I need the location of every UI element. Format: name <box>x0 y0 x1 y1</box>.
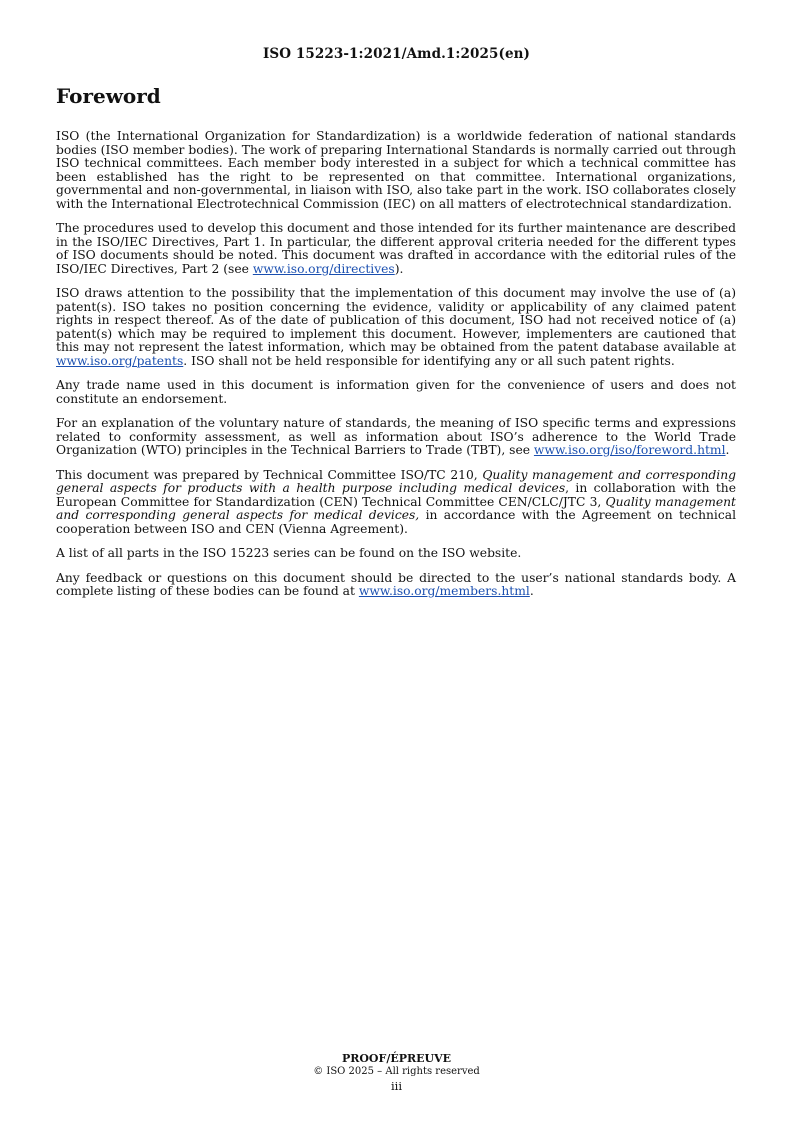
patents-link[interactable]: www.iso.org/patents <box>56 353 184 368</box>
committee-title-cen: Quality management and corresponding general aspects for medical devices, <box>56 494 736 522</box>
paragraph-text: Any feedback or questions on this document should be directed to the user’s national standards body. A complete listing of these bodies can be found at <box>56 570 736 598</box>
paragraph-voluntary-nature <box>56 417 736 458</box>
paragraph-text: ). <box>394 261 404 276</box>
page-footer <box>0 1052 793 1094</box>
paragraph-text: For an explanation of the voluntary nature of standards, the meaning of ISO specific terms and expressions related to conformity assessment, as well as information about ISO’s adherence to the World Trade Organization (WTO) principles in the Technical Barriers to Trade (TBT), see <box>56 416 736 457</box>
paragraph-text: . <box>529 584 534 598</box>
directives-link[interactable]: www.iso.org/directives <box>252 261 395 276</box>
paragraph-text: This document was prepared by Technical Committee ISO/TC 210, <box>56 467 483 482</box>
committee-title-iso: Quality management and corresponding general aspects for products with a health purpose including medical devices <box>56 467 736 495</box>
paragraph-text: . ISO shall not be held responsible for identifying any or all such patent rights. <box>183 353 675 368</box>
paragraph-iso-federation: ISO (the International Organization for Standardization) is a worldwide federation of national standards bodies (ISO member bodies). The work of preparing International Standards is normally carried out through ISO technical committees. Each member body interested in a subject for which a technical committee has been established has the right to be represented on that committee. International organizations, governmental and non-governmental, in liaison with ISO, also take part in the work. ISO collaborates closely with the International Electrotechnical Commission (IEC) on all matters of electrotechnical standardization. <box>56 129 736 211</box>
paragraph-text: . <box>725 443 730 457</box>
paragraph-prepared-by <box>56 469 736 537</box>
paragraph-patents <box>56 287 736 368</box>
foreword-link[interactable]: www.iso.org/iso/foreword.html <box>533 443 726 457</box>
paragraph-text: in accordance with the Agreement on technical cooperation between ISO and CEN (Vienna Agreement). <box>56 508 736 536</box>
proof-label: PROOF/ÉPREUVE <box>341 1052 452 1065</box>
copyright-notice: © ISO 2025 – All rights reserved <box>313 1066 480 1077</box>
foreword-body <box>56 130 736 610</box>
paragraph-text: , in collaboration with the European Committee for Standardization (CEN) Technical Committee CEN/CLC/JTC 3, <box>56 481 736 509</box>
paragraph-series-parts: A list of all parts in the ISO 15223 series can be found on the ISO website. <box>56 546 522 560</box>
paragraph-text: The procedures used to develop this document and those intended for its further maintenance are described in the ISO/IEC Directives, Part 1. In particular, the different approval criteria needed for the different types of ISO documents should be noted. This document was drafted in accordance with the editorial rules of the ISO/IEC Directives, Part 2 (see <box>56 221 736 276</box>
paragraph-feedback <box>56 572 736 599</box>
members-link[interactable]: www.iso.org/members.html <box>358 584 530 598</box>
document-identifier: ISO 15223-1:2021/Amd.1:2025(en) <box>262 46 531 62</box>
paragraph-trade-name: Any trade name used in this document is information given for the convenience of users and does not constitute an endorsement. <box>56 378 736 406</box>
paragraph-procedures <box>56 222 736 276</box>
page-title: Foreword <box>56 84 161 108</box>
page-number: iii <box>390 1079 403 1093</box>
paragraph-text: ISO draws attention to the possibility that the implementation of this document may involve the use of (a) patent(s). ISO takes no position concerning the evidence, validity or applicability of any claimed patent rights in respect thereof. As of the date of publication of this document, ISO had not received notice of (a) patent(s) which may be required to implement this document. However, implementers are cautioned that this may not represent the latest information, which may be obtained from the patent database available at <box>56 286 736 354</box>
